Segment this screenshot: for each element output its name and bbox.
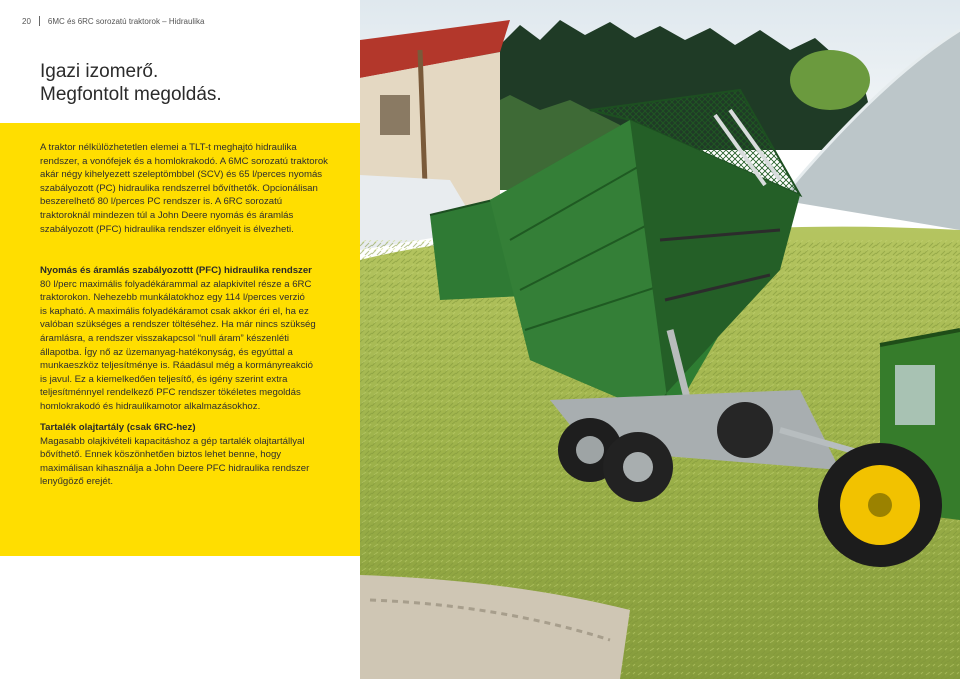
intro-line: beszerelhető 80 l/perces PC rendszer is. A 6RC sorozatú	[40, 196, 283, 208]
page-headline	[40, 60, 222, 106]
pfc-line: is javul. Ez a kiemelkedően teljesítő, és igény szerint extra	[40, 373, 288, 385]
pfc-heading: Nyomás és áramlás szabályozottt (PFC) hidraulika rendszer	[40, 265, 312, 276]
tractor-rear-wheel	[818, 443, 942, 567]
headline-line-2: Megfontolt megoldás.	[40, 84, 222, 105]
pfc-line: 80 l/perc maximális folyadékárammal az alapkivitel része a 6RC	[40, 278, 312, 290]
headline-line-1: Igazi izomerő.	[40, 61, 159, 82]
bright-tree	[790, 50, 870, 110]
text-column	[0, 0, 360, 679]
pfc-line: traktorokon. Nehezebb munkálatokhoz egy 114 l/perces verzió	[40, 292, 305, 304]
header-divider	[39, 16, 40, 26]
page-header	[22, 16, 204, 26]
intro-line: traktoroknál mindezen túl a John Deere nyomás és áramlás	[40, 209, 294, 221]
page-number: 20	[22, 16, 31, 26]
trailer-wheel-rear	[603, 432, 673, 502]
intro-line: akár négy kihelyezett szeleptömbbel (SCV) és 65 l/perces nyomás	[40, 169, 323, 181]
intro-line: szabályozott (PFC) hidraulika rendszer előnyeit is élvezheti.	[40, 223, 294, 235]
trailer-wheel-right	[717, 402, 773, 458]
intro-line: A traktor nélkülözhetetlen elemei a TLT-t meghajtó hidraulika	[40, 142, 297, 153]
intro-paragraph	[40, 141, 345, 236]
tractor-cab-window	[895, 365, 935, 425]
tank-line: maximálisan kihasználja a John Deere PFC hidraulika rendszer	[40, 462, 310, 474]
pfc-line: homlokrakodó és hidraulikamotor alkalmazásokhoz.	[40, 400, 261, 412]
tank-line: bővíthető. Ennek köszönhetően biztos lehet benne, hogy	[40, 449, 282, 461]
pfc-line: is kapható. A maximális folyadékáramot csak akkor éri el, ha ez	[40, 305, 309, 317]
barn-window	[380, 95, 410, 135]
pfc-line: valóban szükséges a rendszer töltéséhez. Ha már nincs szükség	[40, 319, 316, 331]
tank-line: Magasabb olajkivételi kapacitáshoz a gép tartalék olajtartállyal	[40, 435, 305, 447]
pfc-line: teljesítménnyel rendelkező PFC rendszer tökéletes megoldás	[40, 387, 301, 399]
section-title: 6MC és 6RC sorozatú traktorok – Hidraulika	[47, 16, 205, 26]
tank-section	[40, 421, 345, 489]
pfc-section	[40, 264, 345, 414]
intro-line: rendszer, a vonófejek és a homlokrakodó. A 6MC sorozatú traktorok	[40, 155, 328, 167]
trailer-silage-photo	[360, 0, 960, 679]
pfc-line: állapotba. Így nő az üzemanyag-hatékonyság, és egyúttal a	[40, 346, 293, 358]
tank-heading: Tartalék olajtartály (csak 6RC-hez)	[40, 422, 196, 433]
pfc-line: munkaeszköz teljesítménye is. Ráadásul még a kormányreakció	[40, 360, 314, 372]
intro-line: szabályozott (PC) hidraulika rendszerrel bővíthetők. Opcionálisan	[40, 182, 318, 194]
pfc-line: áramlásra, a rendszer visszakapcsol “null áram” készenléti	[40, 332, 289, 344]
tank-line: lenyűgöző erejét.	[40, 476, 114, 488]
